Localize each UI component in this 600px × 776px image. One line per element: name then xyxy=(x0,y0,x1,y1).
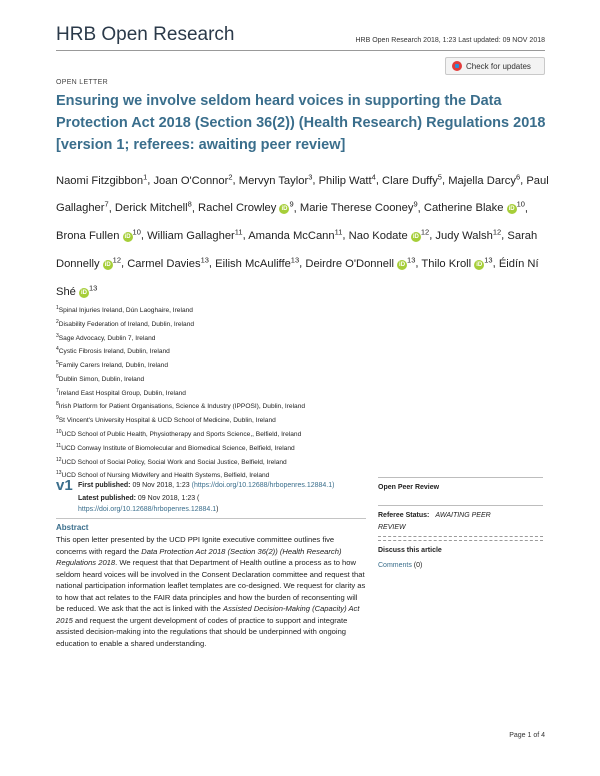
author-affiliation-number: 1 xyxy=(143,172,148,181)
author[interactable] xyxy=(421,255,493,270)
affiliation-text: Family Carers Ireland, Dublin, Ireland xyxy=(58,362,168,370)
affiliation-item xyxy=(56,358,551,372)
affiliation-item xyxy=(56,399,551,413)
affiliation-text: Sage Advocacy, Dublin 7, Ireland xyxy=(58,334,156,342)
check-for-updates-label: Check for updates xyxy=(466,61,531,71)
author[interactable] xyxy=(147,227,243,243)
author-separator: , xyxy=(312,174,319,187)
affiliation-number: 4 xyxy=(56,346,59,353)
author-name: Deirdre O'Donnell xyxy=(305,257,394,270)
referee-status-row xyxy=(378,512,543,519)
author-affiliation-number: 10 xyxy=(132,227,141,237)
affiliation-text: Dublin Simon, Dublin, Ireland xyxy=(58,376,145,384)
orcid-icon[interactable]: iD xyxy=(399,261,406,268)
affiliation-number: 13 xyxy=(56,470,62,477)
affiliation-number: 1 xyxy=(56,305,59,311)
author-affiliation-number: 11 xyxy=(334,227,343,237)
affiliation-text: Disability Federation of Ireland, Dublin, Ireland xyxy=(58,320,195,328)
affiliation-text: St Vincent's University Hospital & UCD School of Medicine, Dublin, Ireland xyxy=(58,417,276,425)
author-affiliation-number: 11 xyxy=(234,227,243,237)
author-affiliation-number: 13 xyxy=(200,255,209,265)
author-name: Derick Mitchell xyxy=(114,202,188,215)
author-name: Eilish McAuliffe xyxy=(215,257,291,270)
orcid-icon[interactable]: iD xyxy=(124,234,131,241)
author-name: Mervyn Taylor xyxy=(238,174,309,187)
author[interactable] xyxy=(305,255,416,270)
panel-dash-1 xyxy=(378,536,543,537)
author-name: Éidín Ní Shé xyxy=(56,257,539,298)
author-name: Sarah Donnelly xyxy=(56,230,538,270)
affiliation-number: 10 xyxy=(56,429,62,436)
author-name: William Gallagher xyxy=(147,230,235,243)
first-published-doi-link[interactable]: (https://doi.org/10.12688/hrbopenres.12884.1) xyxy=(191,482,335,489)
affiliation-text: UCD School of Nursing Midwifery and Health Systems, Belfield, Ireland xyxy=(61,472,270,480)
latest-published-label: Latest published: xyxy=(78,495,136,502)
author-affiliation-number: 2 xyxy=(228,172,233,181)
author[interactable] xyxy=(215,255,300,270)
author-separator: , xyxy=(375,174,383,187)
author-separator: , xyxy=(140,230,148,243)
author[interactable] xyxy=(382,172,442,187)
author[interactable] xyxy=(153,172,233,187)
author-affiliation-number: 5 xyxy=(437,172,442,181)
affiliation-item xyxy=(56,413,551,427)
affiliation-text: Cystic Fibrosis Ireland, Dublin, Ireland xyxy=(58,348,170,356)
author-name: Judy Walsh xyxy=(435,230,493,243)
first-published-label: First published: xyxy=(78,482,131,489)
abstract-heading: Abstract xyxy=(56,523,89,532)
affiliation-item xyxy=(56,372,551,386)
latest-published-doi-link[interactable]: https://doi.org/10.12688/hrbopenres.12884.1 xyxy=(78,506,217,513)
publication-info xyxy=(78,480,368,515)
abstract-italic-2: Assisted Decision-Making (Capacity) Act 2015 xyxy=(56,604,360,625)
affiliation-item xyxy=(56,455,551,469)
affiliation-number: 12 xyxy=(56,456,62,463)
author-separator: , xyxy=(242,230,246,243)
author[interactable] xyxy=(56,172,148,187)
article-type: OPEN LETTER xyxy=(56,79,108,86)
author-separator: , xyxy=(299,257,306,270)
author[interactable] xyxy=(56,227,141,243)
author-affiliation-number: 6 xyxy=(515,172,521,181)
affiliation-number: 2 xyxy=(56,318,59,325)
abstract-part-3: and request the urgent development of codes of practice to support and integrate assisted decision-making into the regulations that should be underpinned with ongoing education to enable a shared understanding. xyxy=(56,615,348,648)
affiliation-number: 9 xyxy=(56,415,59,422)
peer-review-panel xyxy=(378,477,543,569)
author[interactable] xyxy=(114,199,192,215)
header-rule xyxy=(56,50,545,51)
author[interactable] xyxy=(318,172,376,187)
orcid-icon[interactable]: iD xyxy=(81,289,88,296)
author-separator: , xyxy=(293,202,297,215)
author-name: Amanda McCann xyxy=(248,230,335,243)
affiliation-number: 6 xyxy=(56,373,59,380)
author[interactable] xyxy=(248,227,343,243)
author[interactable] xyxy=(238,172,313,187)
author-separator: , xyxy=(342,230,349,243)
author-name: Joan O'Connor xyxy=(153,174,229,187)
affiliation-number: 8 xyxy=(56,401,59,408)
author-affiliation-number: 13 xyxy=(89,282,98,292)
latest-published-close: ) xyxy=(216,506,219,513)
check-for-updates-button[interactable] xyxy=(445,57,545,75)
author-separator: , xyxy=(501,230,508,243)
author-affiliation-number: 13 xyxy=(484,255,493,265)
affiliation-text: UCD Conway Institute of Biomolecular and Biomedical Science, Belfield, Ireland xyxy=(61,445,295,452)
affiliation-number: 7 xyxy=(56,387,59,394)
author-affiliation-number: 8 xyxy=(187,199,192,209)
affiliation-item xyxy=(56,441,551,455)
author-name: Naomi Fitzgibbon xyxy=(56,174,144,187)
author-affiliation-number: 3 xyxy=(308,172,313,181)
author-separator: , xyxy=(232,174,239,187)
author-affiliation-number: 9 xyxy=(413,199,418,209)
affiliation-list xyxy=(56,303,551,482)
author-separator: , xyxy=(524,202,529,215)
author-affiliation-number: 13 xyxy=(407,255,416,265)
author[interactable] xyxy=(198,199,294,215)
author[interactable] xyxy=(448,172,521,187)
author-name: Rachel Crowley xyxy=(198,202,277,215)
orcid-icon[interactable]: iD xyxy=(412,234,419,241)
abstract-text xyxy=(56,534,366,649)
affiliation-item xyxy=(56,331,551,345)
affiliation-text: UCD School of Public Health, Physiotherapy and Sports Science,, Belfield, Ireland xyxy=(61,431,302,439)
affiliation-item xyxy=(56,317,551,331)
author-separator: , xyxy=(191,202,199,215)
affiliation-item xyxy=(56,303,551,317)
author-name: Marie Therese Cooney xyxy=(299,202,414,215)
orcid-icon[interactable]: iD xyxy=(104,261,111,268)
author-separator: , xyxy=(441,174,446,187)
orcid-icon[interactable]: iD xyxy=(281,206,288,213)
abstract-part-2: . We request that that Department of Health outline a process as to how seldom heard voices will be involved in the Consent Declaration committee and request that national participation information leaflet templates are co-designed. We request for clarity as to how that act relates to the FAIR data principles and how the burden of reconsenting will be reduced. We ask that the act is linked with the xyxy=(56,558,366,613)
abstract-separator xyxy=(56,518,366,519)
author-name: Philip Watt xyxy=(318,174,372,187)
author-name: Clare Duffy xyxy=(382,174,438,187)
peer-review-heading: Open Peer Review xyxy=(378,484,440,491)
author-name: Carmel Davies xyxy=(127,257,201,270)
author-affiliation-number: 13 xyxy=(290,255,300,265)
author-name: Paul Gallagher xyxy=(56,174,549,215)
author-name: Brona Fullen xyxy=(56,230,120,243)
orcid-icon[interactable]: iD xyxy=(508,206,515,213)
panel-rule xyxy=(378,505,543,506)
author-affiliation-number: 12 xyxy=(420,227,430,237)
author-separator: , xyxy=(415,257,422,270)
author-affiliation-number: 7 xyxy=(104,199,109,209)
affiliation-item xyxy=(56,386,551,400)
referee-status-value: AWAITING PEER xyxy=(435,512,491,519)
abstract-part-1: This open letter presented by the UCD PPI Ignite executive committee outlines five concerns with regard the xyxy=(56,535,335,556)
affiliation-text: Ireland East Hospital Group, Dublin, Ireland xyxy=(58,389,186,397)
author-separator: , xyxy=(417,202,424,215)
affiliation-text: UCD School of Social Policy, Social Work and Social Justice, Belfield, Ireland xyxy=(61,458,287,466)
affiliation-item xyxy=(56,427,551,441)
author[interactable] xyxy=(435,227,502,243)
comments-count: (0) xyxy=(413,562,423,569)
referee-status-value-cont: REVIEW xyxy=(378,524,406,531)
author[interactable] xyxy=(299,199,418,215)
author[interactable] xyxy=(348,227,430,243)
author-affiliation-number: 10 xyxy=(516,199,525,209)
author-separator: , xyxy=(429,230,436,243)
version-badge: v1 xyxy=(56,477,73,494)
affiliation-number: 3 xyxy=(56,332,59,339)
author-affiliation-number: 9 xyxy=(289,199,294,209)
journal-title: HRB Open Research xyxy=(56,24,235,45)
author-separator: , xyxy=(520,174,527,187)
article-title: Ensuring we involve seldom heard voices in supporting the Data Protection Act 2018 (Section 36(2)) (Health Research) Regulations 2018 [version 1; referees: awaiting peer review] xyxy=(56,93,546,153)
header-meta: HRB Open Research 2018, 1:23 Last updated: 09 NOV 2018 xyxy=(355,37,545,44)
crossmark-icon xyxy=(452,61,462,71)
author-list xyxy=(56,165,551,304)
author-separator: , xyxy=(492,257,496,270)
author-affiliation-number: 12 xyxy=(112,255,121,265)
author-name: Nao Kodate xyxy=(348,230,408,243)
author-separator: , xyxy=(208,257,216,270)
panel-dash-2 xyxy=(378,540,543,541)
latest-published-date: 09 Nov 2018, 1:23 ( xyxy=(137,495,200,502)
page-number: Page 1 of 4 xyxy=(509,732,545,739)
affiliation-text: Spinal Injuries Ireland, Dún Laoghaire, Ireland xyxy=(58,307,193,315)
affiliation-item xyxy=(56,344,551,358)
author-separator: , xyxy=(108,202,115,215)
affiliation-number: 5 xyxy=(56,360,59,367)
referee-status-label: Referee Status: xyxy=(378,512,430,519)
author-name: Catherine Blake xyxy=(423,202,504,215)
affiliation-text: Irish Platform for Patient Organisations, Science & Industry (IPPOSI), Dublin, Ireland xyxy=(58,403,306,411)
author-affiliation-number: 12 xyxy=(492,227,502,237)
abstract-italic-1: Data Protection Act 2018 (Section 36(2)) (Health Research) Regulations 2018 xyxy=(56,546,342,567)
orcid-icon[interactable]: iD xyxy=(476,261,483,268)
panel-top-rule xyxy=(378,477,543,478)
author-separator: , xyxy=(147,174,154,187)
author[interactable] xyxy=(423,199,525,215)
discuss-heading: Discuss this article xyxy=(378,547,442,554)
first-published-date: 09 Nov 2018, 1:23 xyxy=(132,482,190,489)
author[interactable] xyxy=(127,255,209,270)
author-name: Thilo Kroll xyxy=(421,257,472,270)
affiliation-number: 11 xyxy=(56,442,62,449)
author-separator: , xyxy=(121,257,125,270)
author-name: Majella Darcy xyxy=(448,174,516,187)
comments-link[interactable]: Comments xyxy=(378,562,412,569)
author-affiliation-number: 4 xyxy=(371,172,376,181)
